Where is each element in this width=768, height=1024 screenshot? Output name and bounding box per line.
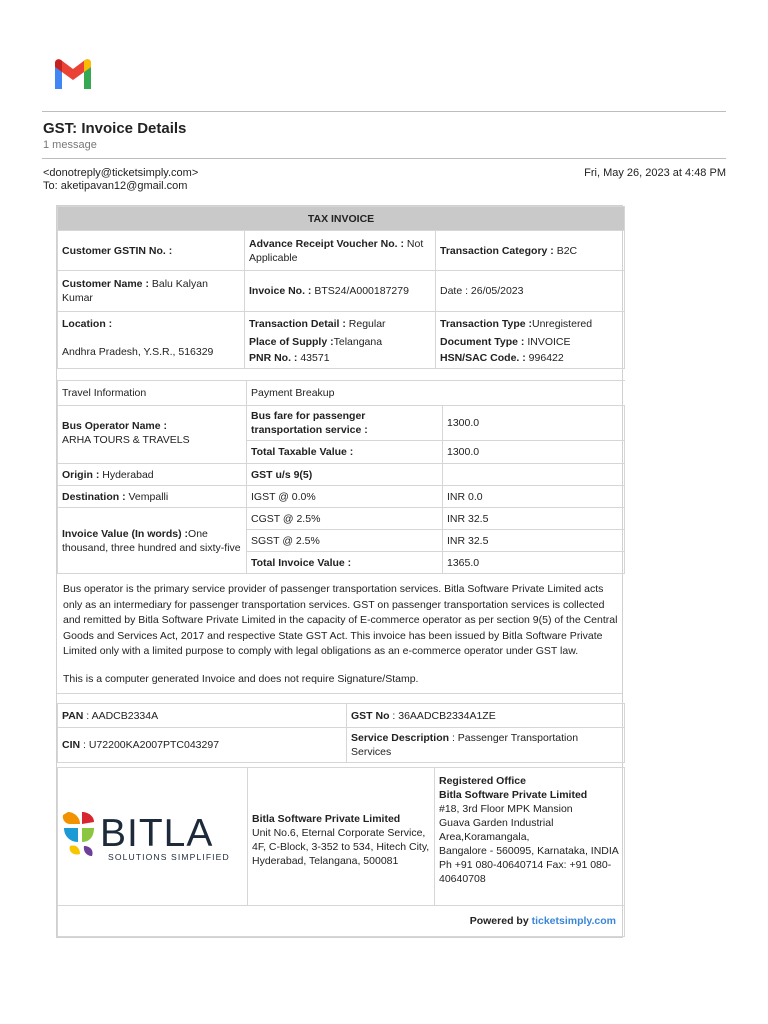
customer-gstin: Customer GSTIN No. : (58, 231, 245, 271)
email-date: Fri, May 26, 2023 at 4:48 PM (584, 167, 726, 179)
bitla-logo-cell (58, 768, 248, 906)
email-from: <donotreply@ticketsimply.com> (43, 167, 199, 179)
registered-office-name: Bitla Software Private Limited (439, 789, 588, 801)
registered-office-phone: Ph +91 080-40640714 Fax: +91 080-40640708 (439, 859, 612, 885)
bitla-logo-tagline: SOLUTIONS SIMPLIFIED (108, 852, 230, 862)
sgst-value: INR 32.5 (443, 530, 625, 552)
total-invoice-value: 1365.0 (443, 552, 625, 574)
gst-section-label: GST u/s 9(5) (247, 464, 443, 486)
place-of-supply: Place of Supply :Telangana (245, 334, 436, 350)
cgst-value: INR 32.5 (443, 508, 625, 530)
computer-generated-note: This is a computer generated Invoice and does not require Signature/Stamp. (63, 672, 419, 685)
email-to: To: aketipavan12@gmail.com (43, 180, 188, 192)
igst-value: INR 0.0 (443, 486, 625, 508)
transaction-category: Transaction Category : B2C (436, 231, 625, 271)
tax-ids-table (57, 703, 625, 763)
pan: PAN : AADCB2334A (58, 704, 347, 728)
bus-fare-value: 1300.0 (443, 406, 625, 441)
total-invoice-label: Total Invoice Value : (247, 552, 443, 574)
igst-label: IGST @ 0.0% (247, 486, 443, 508)
cin: CIN : U72200KA2007PTC043297 (58, 728, 347, 763)
disclaimer-section (57, 574, 622, 694)
invoice-container (56, 205, 623, 938)
invoice-details-table (57, 380, 625, 574)
advance-receipt: Advance Receipt Voucher No. : Not Applicable (245, 231, 436, 271)
ticketsimply-link[interactable]: ticketsimply.com (531, 915, 616, 927)
company-table (57, 767, 625, 937)
top-divider (42, 111, 726, 112)
bus-operator: Bus Operator Name : ARHA TOURS & TRAVELS (58, 406, 247, 464)
gst-number: GST No : 36AADCB2334A1ZE (347, 704, 625, 728)
document-type: Document Type : INVOICE (436, 334, 625, 350)
bus-fare-label: Bus fare for passenger transportation service : (247, 406, 443, 441)
registered-office (435, 768, 625, 906)
registered-office-line-2: Guava Garden Industrial Area,Koramangala, (439, 817, 554, 843)
bitla-logo-icon (60, 808, 244, 864)
sgst-label: SGST @ 2.5% (247, 530, 443, 552)
powered-by (58, 906, 625, 937)
pnr-number: PNR No. : 43571 (245, 350, 436, 369)
gmail-logo-icon (52, 58, 94, 90)
hsn-code: HSN/SAC Code. : 996422 (436, 350, 625, 369)
disclaimer-text: Bus operator is the primary service provider of passenger transportation services. Bitla Software Private Limited acts only as an intermediary for passenger transportation services. GST on passenger transportation services is collected and remitted by Bitla Software Private Limited in the capacity of E-commerce operator as per section 9(5) of the Central Goods and Services Act, 2017 and respective State GST Act. This invoice has been issued by Bitla Software Private Limited only with a limited purpose to comply with legal obligations as an e-commerce operator under GST law. (63, 583, 618, 657)
invoice-date: Date : 26/05/2023 (436, 271, 625, 312)
customer-name: Customer Name : Balu Kalyan Kumar (58, 271, 245, 312)
origin: Origin : Hyderabad (58, 464, 247, 486)
message-count: 1 message (43, 139, 97, 151)
taxable-value: 1300.0 (443, 441, 625, 464)
invoice-number: Invoice No. : BTS24/A000187279 (245, 271, 436, 312)
travel-information-heading: Travel Information (58, 381, 247, 406)
taxable-value-label: Total Taxable Value : (247, 441, 443, 464)
cgst-label: CGST @ 2.5% (247, 508, 443, 530)
service-description: Service Description : Passenger Transportation Services (347, 728, 625, 763)
invoice-title: TAX INVOICE (58, 207, 625, 231)
transaction-detail: Transaction Detail : Regular (245, 312, 436, 335)
gst-section-value (443, 464, 625, 486)
registered-office-line-1: #18, 3rd Floor MPK Mansion (439, 803, 573, 815)
registered-office-line-3: Bangalore - 560095, Karnataka, INDIA (439, 845, 619, 857)
destination: Destination : Vempalli (58, 486, 247, 508)
invoice-value-in-words: Invoice Value (In words) :One thousand, three hundred and sixty-five (58, 508, 247, 574)
header-divider (42, 158, 726, 159)
company-address (248, 768, 435, 906)
registered-office-title: Registered Office (439, 775, 526, 787)
invoice-header-table (57, 206, 625, 369)
bitla-logo-text: BITLA (100, 812, 214, 855)
transaction-type: Transaction Type :Unregistered (436, 312, 625, 335)
email-subject: GST: Invoice Details (43, 120, 187, 137)
payment-breakup-heading: Payment Breakup (247, 381, 625, 406)
company-address-text: Unit No.6, Eternal Corporate Service, 4F, C-Block, 3-352 to 534, Hitech City, Hyderabad, Telangana, 500081 (252, 827, 430, 867)
powered-by-label: Powered by (469, 915, 529, 927)
company-name: Bitla Software Private Limited (252, 813, 401, 825)
location: Location : Andhra Pradesh, Y.S.R., 516329 (58, 312, 245, 369)
